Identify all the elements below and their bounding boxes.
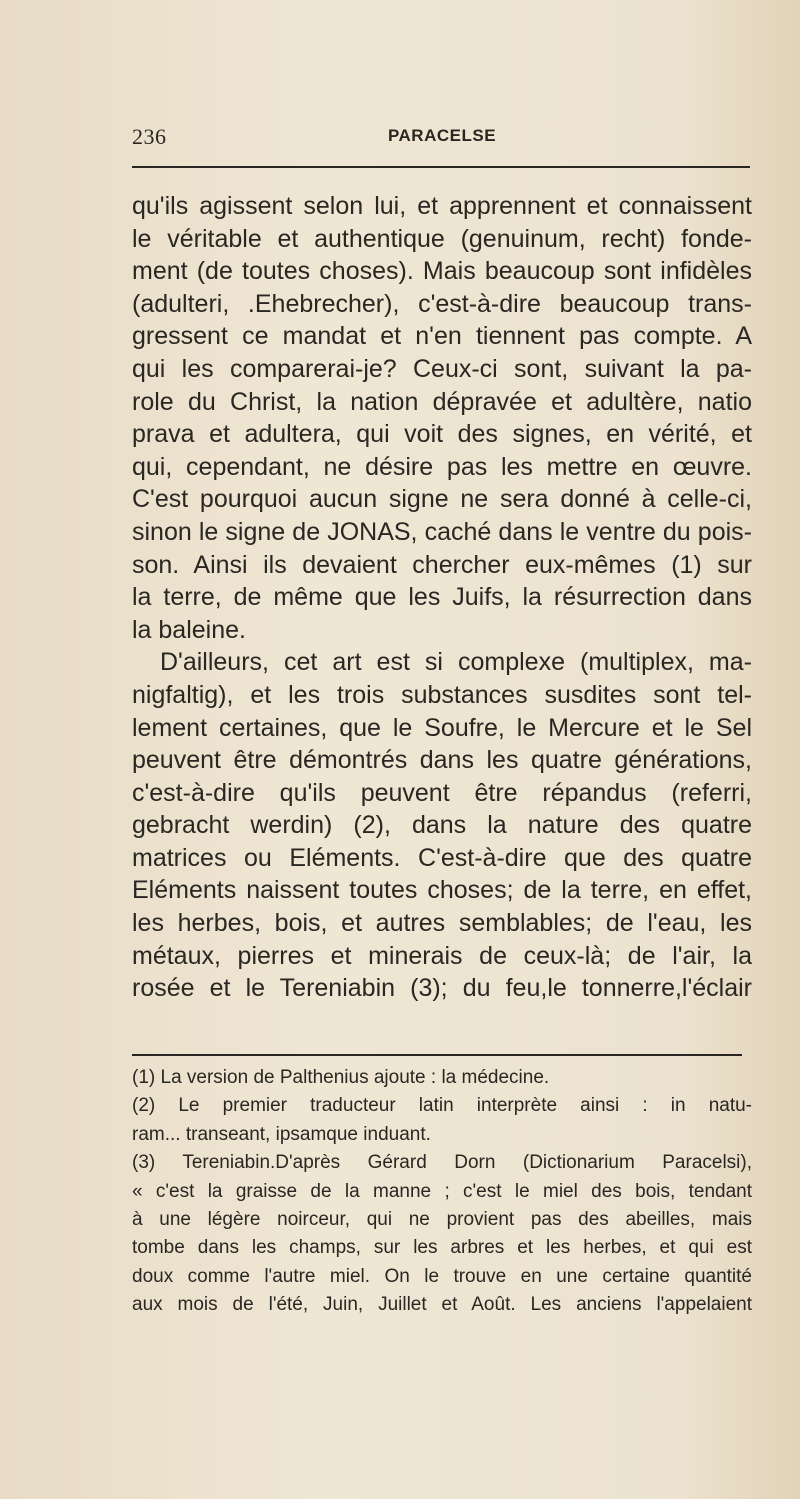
footnote-line: (2) Le premier traducteur latin interprète ainsi : in natu- xyxy=(132,1095,752,1117)
text-line: métaux, pierres et minerais de ceux-là; de l'air, la xyxy=(132,941,752,970)
text-line: gebracht werdin) (2), dans la nature des quatre xyxy=(132,811,752,840)
text-line: peuvent être démontrés dans les quatre générations, xyxy=(132,746,752,775)
text-line: Eléments naissent toutes choses; de la terre, en effet, xyxy=(132,876,752,905)
footnote-line: tombe dans les champs, sur les arbres et les herbes, et qui est xyxy=(132,1237,752,1259)
footnote-line: (1) La version de Palthenius ajoute : la médecine. xyxy=(132,1067,550,1088)
text-line: les herbes, bois, et autres semblables; de l'eau, les xyxy=(132,909,752,938)
text-line: la baleine. xyxy=(132,615,246,644)
footnote-line: « c'est la graisse de la manne ; c'est le miel des bois, tendant xyxy=(132,1180,752,1202)
text-line: C'est pourquoi aucun signe ne sera donné à celle-ci, xyxy=(132,485,752,514)
footnote-line: ram... transeant, ipsamque induant. xyxy=(132,1123,431,1145)
footnote-line: aux mois de l'été, Juin, Juillet et Août. Les anciens l'appelaient xyxy=(132,1294,752,1316)
text-line: sinon le signe de JONAS, caché dans le ventre du pois- xyxy=(132,517,752,546)
header-rule xyxy=(132,166,750,168)
text-line: nigfaltig), et les trois substances susdites sont tel- xyxy=(132,680,752,709)
footnote-rule xyxy=(132,1054,742,1056)
page-number: 236 xyxy=(132,124,167,149)
text-line: role du Christ, la nation dépravée et adultère, natio xyxy=(132,387,752,416)
text-line: prava et adultera, qui voit des signes, en vérité, et xyxy=(132,420,752,449)
footnote-line: doux comme l'autre miel. On le trouve en une certaine quantité xyxy=(132,1265,752,1287)
text-line: matrices ou Eléments. C'est-à-dire que des quatre xyxy=(132,843,752,872)
text-line: qui les comparerai-je? Ceux-ci sont, suivant la pa- xyxy=(132,354,752,383)
text-line: c'est-à-dire qu'ils peuvent être répandus (referri, xyxy=(132,778,752,807)
text-line: ment (de toutes choses). Mais beaucoup sont infidèles xyxy=(132,257,752,286)
footnotes xyxy=(132,1064,752,1320)
footnote-line: à une légère noirceur, qui ne provient pas des abeilles, mais xyxy=(132,1209,752,1231)
running-title: PARACELSE xyxy=(387,126,497,145)
text-line: lement certaines, que le Soufre, le Mercure et le Sel xyxy=(132,713,752,742)
text-line: qui, cependant, ne désire pas les mettre en œuvre. xyxy=(132,452,752,481)
text-line: gressent ce mandat et n'en tiennent pas compte. A xyxy=(132,322,752,351)
text-line: D'ailleurs, cet art est si complexe (multiplex, ma- xyxy=(160,648,752,677)
text-line: rosée et le Tereniabin (3); du feu,le tonnerre,l'éclair xyxy=(132,974,752,1003)
text-line: la terre, de même que les Juifs, la résurrection dans xyxy=(132,583,752,612)
text-line: le véritable et authentique (genuinum, recht) fonde- xyxy=(132,224,752,253)
text-line: son. Ainsi ils devaient chercher eux-mêmes (1) sur xyxy=(132,550,752,579)
page-header xyxy=(132,124,752,154)
text-line: (adulteri, .Ehebrecher), c'est-à-dire beaucoup trans- xyxy=(132,289,752,318)
main-text xyxy=(132,190,752,1005)
text-line: qu'ils agissent selon lui, et apprennent et connaissent xyxy=(132,192,752,220)
footnote-line: (3) Tereniabin.D'après Gérard Dorn (Dictionarium Paracelsi), xyxy=(132,1152,752,1174)
